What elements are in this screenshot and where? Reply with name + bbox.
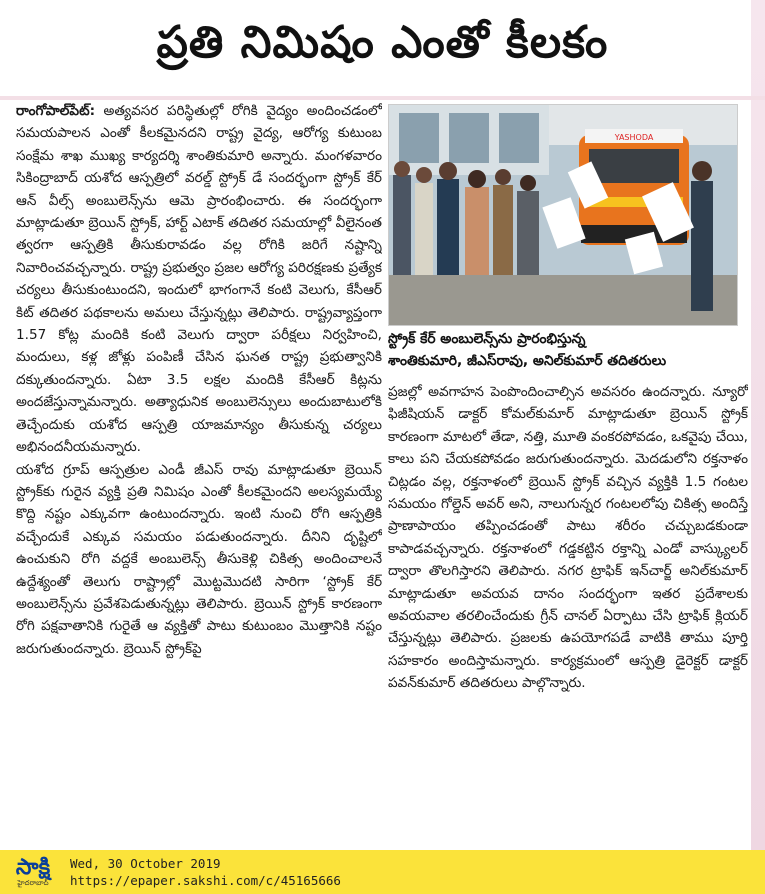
ambulance-launch-photo (389, 105, 738, 326)
footer-info (70, 855, 341, 889)
caption-line-2: శాంతికుమారి, జీఎస్‌రావు, అనిల్‌కుమార్‌ తదితరులు (388, 353, 667, 369)
article-paragraph-3: ప్రజల్లో అవగాహన పెంపొందించాల్సిన అవసరం ఉందన్నారు. న్యూరో ఫిజీషియన్‌ డాక్టర్‌ కోమల్‌కుమార్‌ మాట్లాడుతూ బ్రెయిన్‌ స్ట్రోక్‌ కారణంగా మాటలో తేడా, నత్తి, మూతి వంకరపోవడం, ఒకవైపు చేయి, కాలు పని చేయకపోవడం జరుగుతుందన్నారు. మెదడులోని రక్తనాళం చిట్లడం వల్ల, రక్తనాళంలో బ్రెయిన్‌ స్ట్రోక్‌ వచ్చిన వ్యక్తికి 1.5 గంటల సమయం గోల్డెన్‌ అవర్‌ అని, నాలుగున్నర గంటలలోపు చికిత్స అందిస్తే ప్రాణాపాయం తప్పించడంతో పాటు శరీరం చచ్చుబడకుండా కాపాడవచ్చన్నారు. రక్తనాళంలో గడ్డకట్టిన రక్తాన్ని ఎండో వాస్క్యులర్‌ ద్వారా తొలగిస్తారని తెలిపారు. నగర ట్రాఫిక్‌ ఇన్‌చార్జ్‌ అనిల్‌కుమార్‌ మాట్లాడుతూ అవయవ దానం సందర్భంగా ఇతర ప్రదేశాలకు అవయవాల తరలించేందుకు గ్రీన్‌ చానల్‌ ఏర్పాటు చేసి ట్రాఫిక్‌ క్లియర్‌ చేస్తున్నట్లు తెలిపారు. ప్రజలకు ఉపయోగపడే వాటికి తాము పూర్తి సహకారం అందిస్తామన్నారు. కార్యక్రమంలో ఆస్పత్రి డైరెక్టర్‌ డాక్టర్‌ పవన్‌కుమార్‌ తదితరులు పాల్గొన్నారు. (388, 384, 748, 692)
page-edge-stripe (751, 0, 765, 850)
ambulance-label: YASHODA (614, 133, 654, 142)
article-right-column (388, 381, 748, 831)
sakshi-logo[interactable] (0, 850, 62, 894)
paragraph-1-text: అత్యవసర పరిస్థితుల్లో రోగికి వైద్యం అందించడంలో సమయపాలన ఎంతో కీలకమైనదని రాష్ట్ర వైద్య, ఆరోగ్య కుటుంబ సంక్షేమ శాఖ ముఖ్య కార్యదర్శి శాంతికుమారి అన్నారు. మంగళవారం సికింద్రాబాద్‌ యశోద ఆస్పత్రిలో వరల్డ్‌ స్ట్రోక్‌ డే సందర్భంగా స్ట్రోక్‌ కేర్‌ ఆన్‌ వీల్స్‌ అంబులెన్స్‌ను ఆమె ప్రారంభించారు. ఈ సందర్భంగా మాట్లాడుతూ బ్రెయిన్‌ స్ట్రోక్‌, హార్ట్‌ ఎటాక్‌ తదితర సమయాల్లో వీలైనంత త్వరగా ఆస్పత్రికి తీసుకురావడం వల్ల రోగికి జరిగే నష్టాన్ని నివారించవచ్చన్నారు. రాష్ట్ర ప్రభుత్వం ప్రజల ఆరోగ్య పరిరక్షణకు ప్రత్యేక చర్యలు తీసుకుంటుందని, ఇందులో భాగంగానే కంటి వెలుగు, కేసీఆర్‌ కిట్‌ తదితర పథకాలను అమలు చేస్తున్నట్లు తెలిపారు. రాష్ట్రవ్యాప్తంగా 1.57 కోట్ల మందికి కంటి వెలుగు ద్వారా పరీక్షలు నిర్వహించి, మందులు, కళ్ల జోళ్లు పంపిణీ చేసిన ఘనత రాష్ట్ర ప్రభుత్వానికి దక్కుతుందన్నారు. ఏటా 3.5 లక్షల మందికి కేసీఆర్‌ కిట్లను అందజేస్తున్నామన్నారు. అత్యాధునిక అంబులెన్సులు అందుబాటులోకి తెచ్చేందుకు యశోద ఆస్పత్రి యాజమాన్యం తీసుకున్న చర్యలు అభినందనీయమన్నారు. (16, 103, 382, 456)
headline: ప్రతి నిమిషం ఎంతో కీలకం (156, 17, 609, 68)
caption-line-1: స్ట్రోక్‌ కేర్‌ అంబులెన్స్‌ను ప్రారంభిస్తున్న (388, 331, 586, 347)
publication-date: Wed, 30 October 2019 (70, 856, 221, 871)
article-paragraph-2: యశోద గ్రూప్‌ ఆస్పత్రుల ఎండీ జీఎస్‌ రావు మాట్లాడుతూ బ్రెయిన్‌ స్ట్రోక్‌కు గురైన వ్యక్తి ప్రతి నిమిషం ఎంతో కీలకమైందని అలస్యమయ్యే కొద్ది నష్టం ఎక్కువగా ఉంటుందన్నారు. ఇంటి నుంచి రోగి ఆస్పత్రికి వచ్చేందుకే ఎక్కువ సమయం పడుతుందన్నారు. దీనిని దృష్టిలో ఉంచుకుని రోగి వద్దకే అంబులెన్స్‌ తీసుకెళ్లి చికిత్స అందించాలనే ఉద్దేశ్యంతో తెలుగు రాష్ట్రాల్లో మొట్టమొదటి సారిగా ‘స్ట్రోక్‌ కేర్‌ అంబులెన్స్‌ను ప్రవేశపెడుతున్నట్లు తెలిపారు. బ్రెయిన్‌ స్ట్రోక్‌ కారణంగా రోగి పక్షవాతానికి గురైతే ఆ వ్యక్తితో పాటు కుటుంబం మొత్తానికి నష్టం జరుగుతుందన్నారు. బ్రెయిన్‌ స్ట్రోక్‌పై (16, 461, 382, 657)
photo-caption (388, 328, 748, 372)
dateline: రాంగోపాల్‌పేట్‌: (16, 103, 96, 119)
epaper-link[interactable]: https://epaper.sakshi.com/c/45165666 (70, 873, 341, 888)
news-photo (388, 104, 738, 326)
article-left-column (16, 100, 382, 828)
logo-subtitle: హైదరాబాద్ (17, 879, 49, 887)
logo-text: సాక్షి (15, 855, 51, 880)
footer-bar (0, 850, 765, 894)
article-paragraph-1 (16, 100, 382, 459)
